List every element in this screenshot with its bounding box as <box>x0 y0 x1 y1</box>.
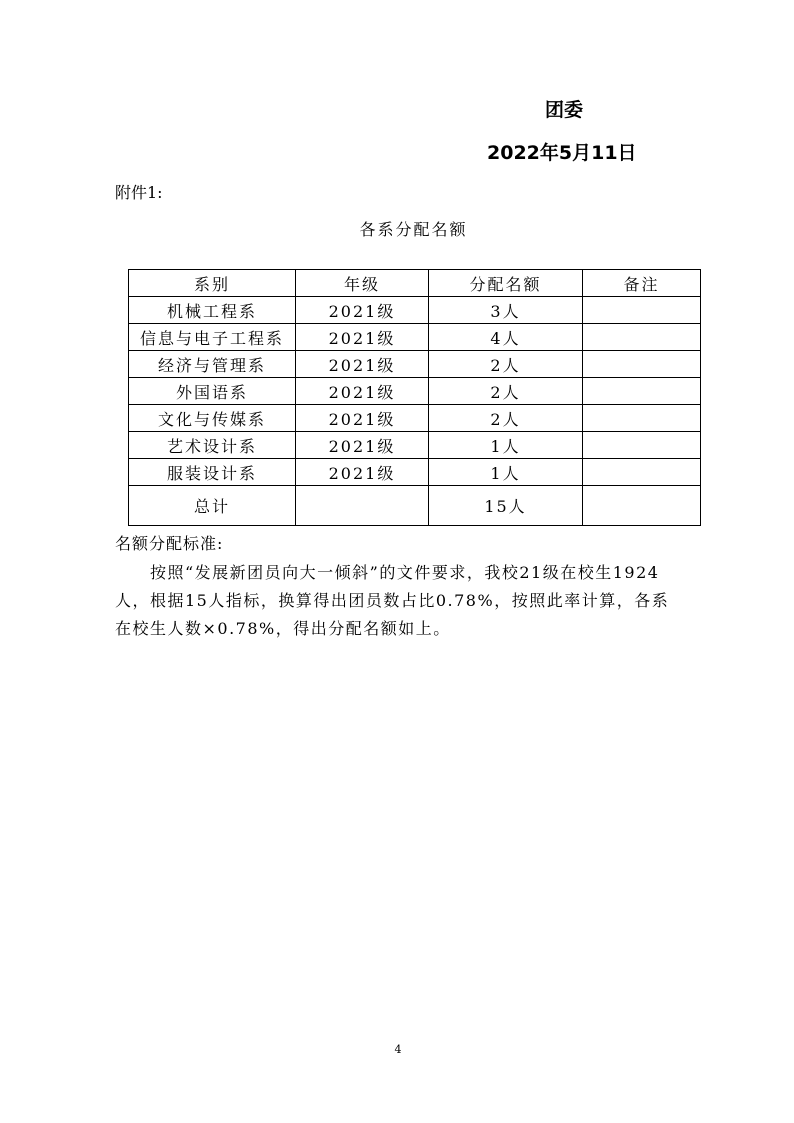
cell-quota: 1人 <box>429 459 583 486</box>
criteria-heading: 名额分配标准: <box>115 534 224 553</box>
cell-note <box>583 297 701 324</box>
signature-org: 团委 <box>545 99 584 121</box>
table-body <box>129 297 701 486</box>
total-note <box>583 486 701 526</box>
cell-quota: 4人 <box>429 324 583 351</box>
header-grade: 年级 <box>296 270 429 297</box>
cell-quota: 2人 <box>429 351 583 378</box>
header-note: 备注 <box>583 270 701 297</box>
cell-grade: 2021级 <box>296 378 429 405</box>
table-row <box>129 459 701 486</box>
cell-note <box>583 351 701 378</box>
cell-dept: 信息与电子工程系 <box>129 324 296 351</box>
total-label: 总计 <box>129 486 296 526</box>
cell-dept: 服装设计系 <box>129 459 296 486</box>
table-row <box>129 378 701 405</box>
attachment-label: 附件1: <box>115 183 163 202</box>
cell-dept: 经济与管理系 <box>129 351 296 378</box>
cell-grade: 2021级 <box>296 324 429 351</box>
criteria-line: 人，根据15人指标，换算得出团员数占比0.78%，按照此率计算，各系 <box>115 591 670 610</box>
cell-note <box>583 432 701 459</box>
cell-grade: 2021级 <box>296 405 429 432</box>
cell-grade: 2021级 <box>296 297 429 324</box>
cell-grade: 2021级 <box>296 432 429 459</box>
cell-dept: 外国语系 <box>129 378 296 405</box>
criteria-line: 在校生人数×0.78%，得出分配名额如上。 <box>115 619 451 638</box>
table-row <box>129 297 701 324</box>
cell-note <box>583 324 701 351</box>
quota-table <box>128 269 701 526</box>
cell-note <box>583 405 701 432</box>
total-quota: 15人 <box>429 486 583 526</box>
signature-date: 2022年5月11日 <box>487 142 637 164</box>
cell-note <box>583 459 701 486</box>
table-row <box>129 351 701 378</box>
criteria-line: 按照“发展新团员向大一倾斜”的文件要求，我校21级在校生1924 <box>150 563 660 582</box>
header-quota: 分配名额 <box>429 270 583 297</box>
table-total-row <box>129 486 701 526</box>
cell-dept: 文化与传媒系 <box>129 405 296 432</box>
cell-quota: 1人 <box>429 432 583 459</box>
cell-quota: 2人 <box>429 405 583 432</box>
table-row <box>129 324 701 351</box>
cell-dept: 艺术设计系 <box>129 432 296 459</box>
page-number: 4 <box>394 1043 402 1056</box>
cell-grade: 2021级 <box>296 351 429 378</box>
criteria-paragraph <box>115 559 669 643</box>
table-row <box>129 432 701 459</box>
cell-quota: 3人 <box>429 297 583 324</box>
cell-note <box>583 378 701 405</box>
table-row <box>129 405 701 432</box>
table-header-row <box>129 270 701 297</box>
total-grade <box>296 486 429 526</box>
header-dept: 系别 <box>129 270 296 297</box>
cell-dept: 机械工程系 <box>129 297 296 324</box>
cell-quota: 2人 <box>429 378 583 405</box>
cell-grade: 2021级 <box>296 459 429 486</box>
table-title: 各系分配名额 <box>359 220 468 239</box>
